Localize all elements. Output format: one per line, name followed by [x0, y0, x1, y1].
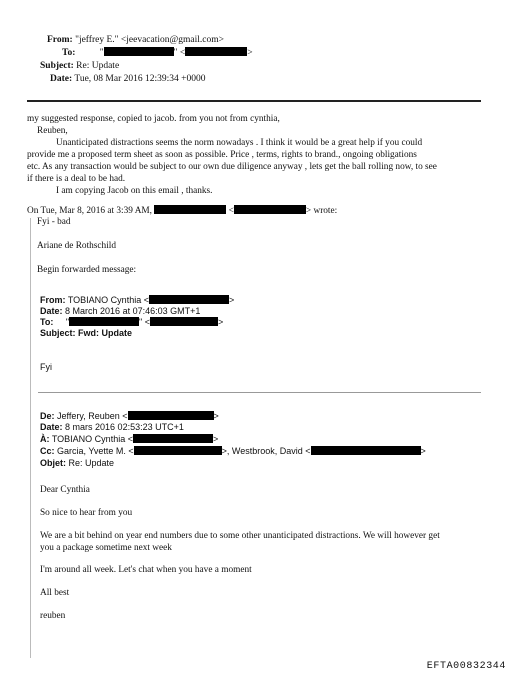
header-subject-line: [40, 60, 119, 73]
reply-line: Reuben,: [37, 126, 68, 136]
redaction-block: [149, 295, 229, 304]
fwd1-date-line: Date: 8 March 2016 at 07:46:03 GMT+1: [40, 306, 201, 316]
quote-begin-forwarded: Begin forwarded message:: [37, 265, 137, 275]
fwd1-fyi: Fyi: [40, 362, 52, 372]
quote-signature: Ariane de Rothschild: [37, 241, 117, 251]
fwd1-to-line: To: " " < >: [40, 317, 224, 327]
header-to-label: To:: [62, 48, 76, 58]
fwd2-cc-line: Cc: Garcia, Yvette M. < >, Westbrook, David < >: [40, 446, 426, 456]
fwd2-de-line: De: Jeffery, Reuben < >: [40, 411, 219, 421]
redaction-block: [134, 446, 222, 455]
header-to-line: To: " " < >: [62, 48, 253, 58]
header-from-value: "jeffrey E." <jeevacation@gmail.com>: [75, 35, 224, 45]
reply-line: Unanticipated distractions seems the norm nowadays . I think it would be a great help if you could: [56, 138, 423, 148]
quote-attribution: On Tue, Mar 8, 2016 at 3:39 AM, < > wrote:: [27, 206, 338, 216]
fwd2-closing: All best: [40, 588, 70, 598]
header-from-label: From:: [47, 35, 73, 45]
redaction-block: [234, 205, 306, 214]
fwd2-objet-line: Objet: Re: Update: [40, 458, 115, 468]
bates-number: EFTA00832344: [426, 661, 506, 672]
redaction-block: [154, 205, 226, 214]
fwd2-name: reuben: [40, 611, 66, 621]
fwd2-greeting: Dear Cynthia: [40, 485, 90, 495]
header-date-value: Tue, 08 Mar 2016 12:39:34 +0000: [74, 74, 206, 84]
quote-fyi-bad: Fyi - bad: [37, 217, 71, 227]
fwd2-paragraph: So nice to hear from you: [40, 508, 133, 518]
header-subject-value: Re: Update: [76, 61, 120, 71]
redaction-block: [133, 434, 213, 443]
fwd1-from-line: From: TOBIANO Cynthia < >: [40, 295, 235, 305]
fwd2-a-line: À: TOBIANO Cynthia < >: [40, 434, 219, 444]
reply-line: if there is a deal to be had.: [27, 174, 126, 184]
fwd2-paragraph: I'm around all week. Let's chat when you have a moment: [40, 565, 252, 575]
quote-bar: [30, 218, 31, 658]
fwd2-paragraph: We are a bit behind on year end numbers due to some other unanticipated distractions. We will however get: [40, 531, 440, 541]
reply-line: provide me a proposed term sheet as soon as possible. Price , terms, rights to brand., ongoing obligations: [27, 150, 417, 160]
forward-divider: [38, 392, 481, 393]
redaction-block: [311, 446, 421, 455]
redaction-block: [185, 47, 247, 56]
header-subject-label: Subject:: [40, 61, 74, 71]
fwd2-date-line: Date: 8 mars 2016 02:53:23 UTC+1: [40, 422, 184, 432]
redaction-block: [128, 411, 214, 420]
header-divider: [27, 100, 481, 102]
reply-line: my suggested response, copied to jacob. from you not from cynthia,: [27, 114, 280, 124]
redaction-block: [69, 317, 139, 326]
header-date-label: Date:: [50, 74, 73, 84]
fwd2-paragraph: you a package sometime next week: [40, 543, 172, 553]
reply-line: I am copying Jacob on this email , thanks.: [56, 186, 213, 196]
header-from-line: [47, 34, 224, 47]
reply-line: etc. As any transaction would be subject to our own due diligence anyway , lets get the ball rolling now, to see: [27, 162, 437, 172]
header-date-line: [50, 73, 206, 86]
redaction-block: [150, 317, 218, 326]
redaction-block: [104, 47, 174, 56]
fwd1-subject-line: Subject: Fwd: Update: [40, 328, 133, 338]
